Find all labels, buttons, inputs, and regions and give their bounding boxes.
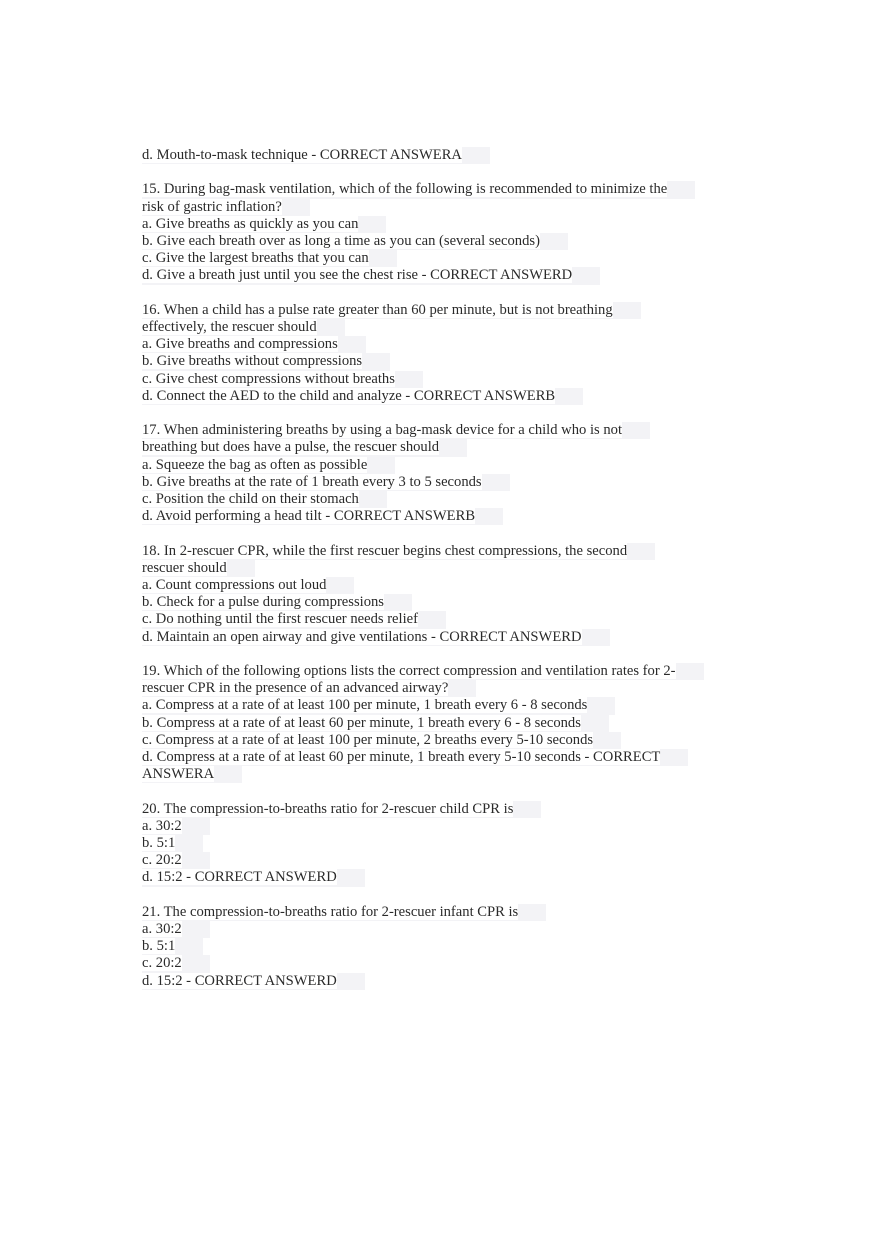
- text-highlight: [142, 371, 423, 388]
- text-highlight: [142, 852, 210, 869]
- line-text: 20. The compression-to-breaths ratio for 2-rescuer child CPR is: [142, 800, 514, 817]
- text-line: [142, 319, 752, 336]
- line-text: 17. When administering breaths by using a bag-mask device for a child who is not: [142, 422, 622, 439]
- line-text: b. Give breaths without compressions: [142, 353, 363, 370]
- answer-option: [142, 267, 752, 284]
- line-text: c. Position the child on their stomach: [142, 491, 359, 508]
- text-highlight: [142, 818, 210, 835]
- line-text: breathing but does have a pulse, the rescuer should: [142, 439, 440, 456]
- text-line: [142, 439, 752, 456]
- text-highlight: [142, 336, 366, 353]
- line-text: b. Give breaths at the rate of 1 breath every 3 to 5 seconds: [142, 473, 482, 490]
- answer-option: [142, 732, 752, 749]
- question-block: [142, 904, 752, 990]
- question-block: [142, 422, 752, 525]
- text-highlight: [142, 921, 210, 938]
- answer-option: [142, 388, 752, 405]
- answer-option: [142, 336, 752, 353]
- line-text: d. Maintain an open airway and give ventilations - CORRECT ANSWERD: [142, 628, 582, 645]
- answer-option: [142, 147, 752, 164]
- answer-option: [142, 955, 752, 972]
- text-highlight: [142, 732, 621, 749]
- answer-option: [142, 715, 752, 732]
- text-highlight: [142, 697, 615, 714]
- text-highlight: [142, 594, 412, 611]
- text-highlight: [142, 715, 609, 732]
- answer-option: [142, 233, 752, 250]
- text-highlight: [142, 749, 688, 766]
- line-text: c. 20:2: [142, 852, 182, 869]
- line-text: d. Give a breath just until you see the chest rise - CORRECT ANSWERD: [142, 267, 573, 284]
- document-body: [142, 147, 752, 1007]
- line-text: b. Give each breath over as long a time as you can (several seconds): [142, 233, 540, 249]
- text-highlight: [142, 955, 210, 972]
- text-line: [142, 680, 752, 697]
- line-text: rescuer CPR in the presence of an advanced airway?: [142, 680, 449, 697]
- text-highlight: [142, 611, 446, 628]
- text-highlight: [142, 973, 365, 990]
- answer-option: [142, 353, 752, 370]
- line-text: d. Avoid performing a head tilt - CORRECT ANSWERB: [142, 508, 476, 525]
- question-block: [142, 801, 752, 887]
- answer-option: [142, 869, 752, 886]
- line-text: b. 5:1: [142, 938, 176, 955]
- answer-option: [142, 697, 752, 714]
- answer-fragment: [142, 147, 752, 164]
- text-highlight: [142, 250, 397, 267]
- line-text: risk of gastric inflation?: [142, 198, 282, 215]
- question-stem: [142, 302, 752, 319]
- line-text: 16. When a child has a pulse rate greater than 60 per minute, but is not breathing: [142, 301, 613, 318]
- question-block: [142, 302, 752, 405]
- text-highlight: [142, 508, 503, 525]
- answer-option: [142, 474, 752, 491]
- line-text: 21. The compression-to-breaths ratio for 2-rescuer infant CPR is: [142, 903, 519, 920]
- text-highlight: [142, 233, 568, 250]
- text-highlight: [142, 766, 242, 783]
- line-text: c. Compress at a rate of at least 100 per minute, 2 breaths every 5-10 seconds: [142, 731, 594, 748]
- text-highlight: [142, 474, 510, 491]
- line-text: c. Do nothing until the first rescuer needs relief: [142, 611, 418, 628]
- line-text: d. Compress at a rate of at least 60 per minute, 1 breath every 5-10 seconds - CORRECT: [142, 749, 661, 766]
- answer-option: [142, 818, 752, 835]
- answer-option: [142, 216, 752, 233]
- line-text: b. Check for a pulse during compressions: [142, 594, 384, 611]
- answer-option: [142, 508, 752, 525]
- line-text: a. 30:2: [142, 921, 182, 938]
- line-text: 18. In 2-rescuer CPR, while the first rescuer begins chest compressions, the second: [142, 542, 628, 559]
- line-text: a. Compress at a rate of at least 100 per minute, 1 breath every 6 - 8 seconds: [142, 697, 588, 714]
- line-text: a. Squeeze the bag as often as possible: [142, 456, 368, 473]
- answer-option: [142, 611, 752, 628]
- line-text: a. Count compressions out loud: [142, 577, 327, 594]
- answer-option: [142, 577, 752, 594]
- question-block: [142, 543, 752, 646]
- line-text: a. 30:2: [142, 817, 182, 834]
- text-highlight: [142, 835, 203, 852]
- answer-option: [142, 594, 752, 611]
- line-text: d. 15:2 - CORRECT ANSWERD: [142, 869, 337, 886]
- text-highlight: [142, 577, 354, 594]
- text-highlight: [142, 869, 365, 886]
- text-highlight: [142, 938, 203, 955]
- answer-option: [142, 491, 752, 508]
- line-text: d. 15:2 - CORRECT ANSWERD: [142, 972, 337, 989]
- line-text: rescuer should: [142, 559, 227, 576]
- question-block: [142, 663, 752, 783]
- text-highlight: [142, 353, 390, 370]
- line-text: b. Compress at a rate of at least 60 per minute, 1 breath every 6 - 8 seconds: [142, 714, 581, 731]
- question-stem: [142, 543, 752, 560]
- answer-option: [142, 973, 752, 990]
- text-highlight: [142, 680, 476, 697]
- line-text: 15. During bag-mask ventilation, which of the following is recommended to minimize the: [142, 181, 668, 198]
- text-highlight: [142, 216, 386, 233]
- line-text: a. Give breaths as quickly as you can: [142, 215, 359, 232]
- text-highlight: [142, 663, 704, 680]
- text-line: [142, 766, 752, 783]
- line-text: c. 20:2: [142, 955, 182, 972]
- text-highlight: [142, 181, 695, 198]
- line-text: d. Connect the AED to the child and analyze - CORRECT ANSWERB: [142, 387, 556, 404]
- text-highlight: [142, 801, 541, 818]
- line-text: 19. Which of the following options lists the correct compression and ventilation rates for 2-: [142, 663, 676, 680]
- text-highlight: [142, 199, 310, 216]
- text-highlight: [142, 457, 395, 474]
- line-text: b. 5:1: [142, 835, 176, 852]
- text-highlight: [142, 388, 583, 405]
- text-highlight: [142, 319, 345, 336]
- text-highlight: [142, 147, 490, 164]
- text-highlight: [142, 560, 255, 577]
- answer-option: [142, 749, 752, 766]
- question-stem: [142, 181, 752, 198]
- answer-option: [142, 371, 752, 388]
- line-text: effectively, the rescuer should: [142, 319, 317, 335]
- line-text: a. Give breaths and compressions: [142, 336, 338, 353]
- answer-option: [142, 250, 752, 267]
- question-stem: [142, 904, 752, 921]
- text-highlight: [142, 439, 467, 456]
- answer-option: [142, 938, 752, 955]
- answer-option: [142, 457, 752, 474]
- line-text: d. Mouth-to-mask technique - CORRECT ANSWERA: [142, 147, 462, 163]
- line-text: c. Give the largest breaths that you can: [142, 250, 369, 267]
- question-stem: [142, 663, 752, 680]
- text-highlight: [142, 422, 650, 439]
- answer-option: [142, 629, 752, 646]
- text-line: [142, 560, 752, 577]
- text-line: [142, 199, 752, 216]
- answer-option: [142, 835, 752, 852]
- text-highlight: [142, 904, 546, 921]
- text-highlight: [142, 267, 600, 284]
- answer-option: [142, 921, 752, 938]
- answer-option: [142, 852, 752, 869]
- line-text: c. Give chest compressions without breaths: [142, 370, 395, 387]
- question-block: [142, 181, 752, 284]
- text-highlight: [142, 491, 387, 508]
- line-text: ANSWERA: [142, 766, 215, 783]
- question-stem: [142, 801, 752, 818]
- text-highlight: [142, 302, 641, 319]
- question-stem: [142, 422, 752, 439]
- text-highlight: [142, 629, 610, 646]
- text-highlight: [142, 543, 655, 560]
